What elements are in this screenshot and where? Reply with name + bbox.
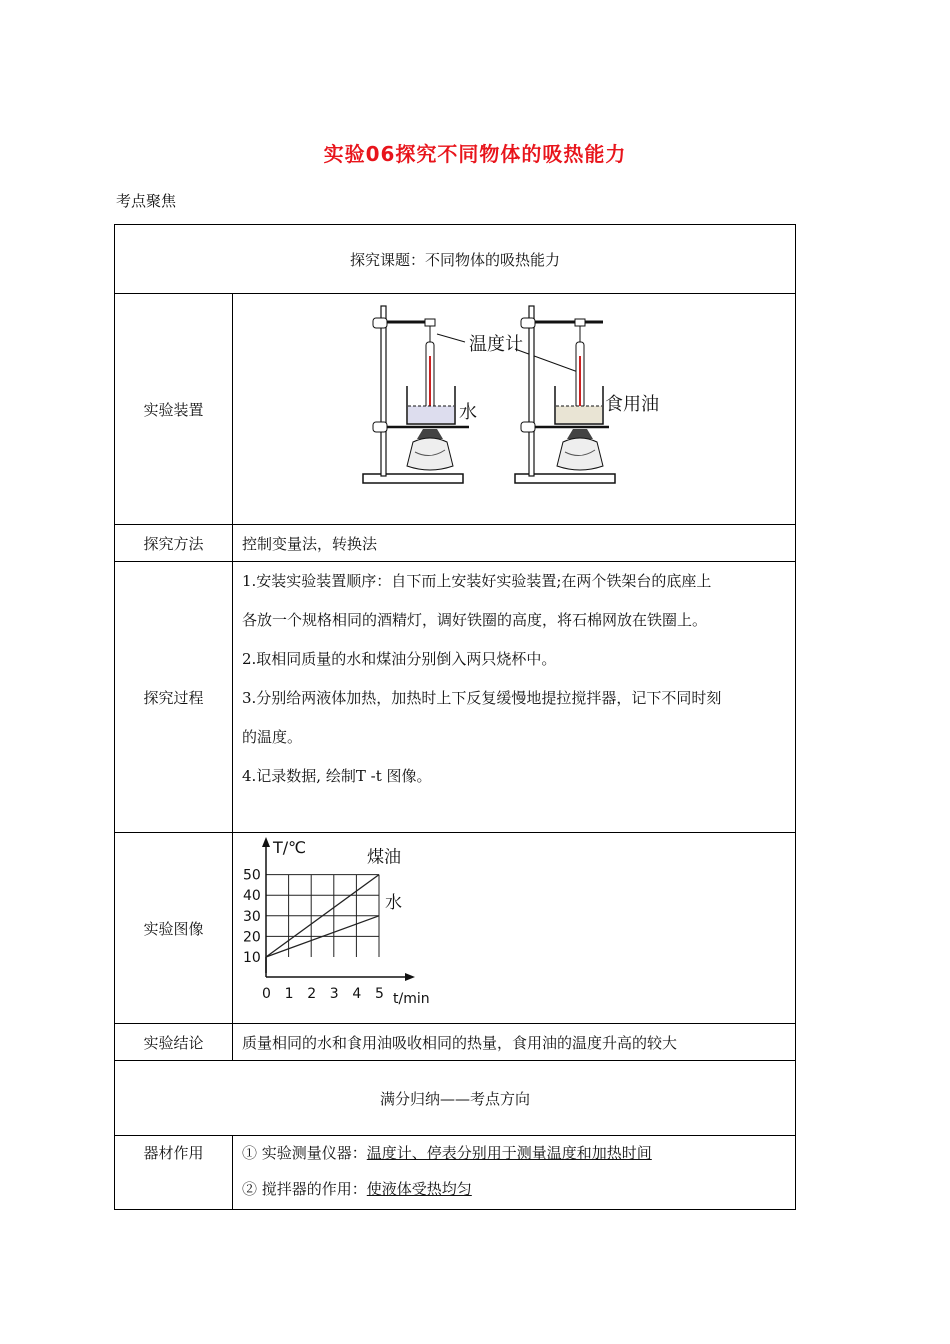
equipment-line-1-prefix: ① 实验测量仪器： — [242, 1144, 367, 1162]
process-line: 2.取相同质量的水和煤油分别倒入两只烧杯中。 — [242, 650, 557, 668]
process-line: 各放一个规格相同的酒精灯，调好铁圈的高度，将石棉网放在铁圈上。 — [242, 611, 708, 629]
summary-row — [115, 1061, 796, 1136]
method-row — [115, 525, 796, 562]
y-tick-label: 30 — [243, 908, 261, 925]
process-row — [115, 562, 796, 833]
x-tick-label: 3 — [329, 986, 339, 1002]
left-thermometer — [426, 326, 434, 416]
experiment-table — [114, 224, 796, 1210]
equipment-label: 器材作用 — [115, 1136, 233, 1210]
equipment-line-2-prefix: ② 搅拌器的作用： — [242, 1180, 367, 1198]
y-tick-label: 40 — [243, 888, 261, 905]
left-burner — [407, 429, 453, 470]
apparatus-row — [115, 294, 796, 525]
x-tick-label: 2 — [307, 986, 317, 1002]
graph-row — [115, 833, 796, 1024]
x-tick-label: 5 — [375, 986, 384, 1002]
process-line: 4.记录数据, 绘制T -t 图像。 — [242, 767, 432, 785]
x-axis-arrow — [405, 973, 415, 981]
x-tick-label: 4 — [352, 986, 362, 1002]
method-label: 探究方法 — [115, 525, 233, 562]
equipment-line-2 — [242, 1178, 795, 1200]
y-axis-label: T/℃ — [273, 838, 307, 857]
series-label: 煤油 — [367, 847, 401, 868]
y-tick-label: 50 — [243, 867, 261, 884]
method-value: 控制变量法，转换法 — [233, 525, 796, 562]
graph-label: 实验图像 — [115, 833, 233, 1024]
x-axis-label: t/min — [393, 991, 430, 1007]
process-line: 的温度。 — [242, 728, 303, 746]
summary-cell: 满分归纳——考点方向 — [115, 1061, 796, 1136]
process-label: 探究过程 — [115, 562, 233, 833]
equipment-row — [115, 1136, 796, 1210]
x-tick-label: 1 — [284, 986, 294, 1002]
topic-cell: 探究课题：不同物体的吸热能力 — [115, 225, 796, 294]
equipment-line-1 — [242, 1142, 795, 1164]
apparatus-label: 实验装置 — [115, 294, 233, 525]
right-burner — [557, 429, 603, 470]
graph-cell — [233, 833, 796, 1024]
apparatus-figure — [233, 294, 795, 520]
page-title: 实验06探究不同物体的吸热能力 — [323, 142, 627, 166]
conclusion-value: 质量相同的水和食用油吸收相同的热量，食用油的温度升高的较大 — [233, 1024, 796, 1061]
y-tick-label: 10 — [243, 950, 261, 966]
conclusion-label: 实验结论 — [115, 1024, 233, 1061]
oil-label: 食用油 — [605, 394, 659, 415]
process-line: 3.分别给两液体加热，加热时上下反复缓慢地提拉搅拌器，记下不同时刻 — [242, 689, 722, 707]
apparatus-cell — [233, 294, 796, 525]
right-thermometer — [576, 326, 584, 416]
equipment-line-2-answer: 使液体受热均匀 — [366, 1180, 472, 1198]
header-row — [115, 225, 796, 294]
equipment-line-1-answer: 温度计、停表分别用于测量温度和加热时间 — [366, 1144, 652, 1162]
thermometer-label: 温度计 — [469, 334, 523, 355]
water-label: 水 — [459, 402, 477, 423]
process-steps — [233, 562, 796, 833]
process-line: 1.安装实验装置顺序：自下而上安装好实验装置;在两个铁架台的底座上 — [242, 572, 712, 590]
series-label: 水 — [385, 892, 402, 913]
section-heading: 考点聚焦 — [116, 192, 177, 210]
y-axis-arrow — [262, 837, 270, 847]
y-tick-label: 20 — [243, 929, 261, 946]
temperature-time-chart — [233, 833, 795, 1019]
equipment-value — [233, 1136, 796, 1210]
x-tick-label: 0 — [262, 986, 271, 1002]
conclusion-row — [115, 1024, 796, 1061]
